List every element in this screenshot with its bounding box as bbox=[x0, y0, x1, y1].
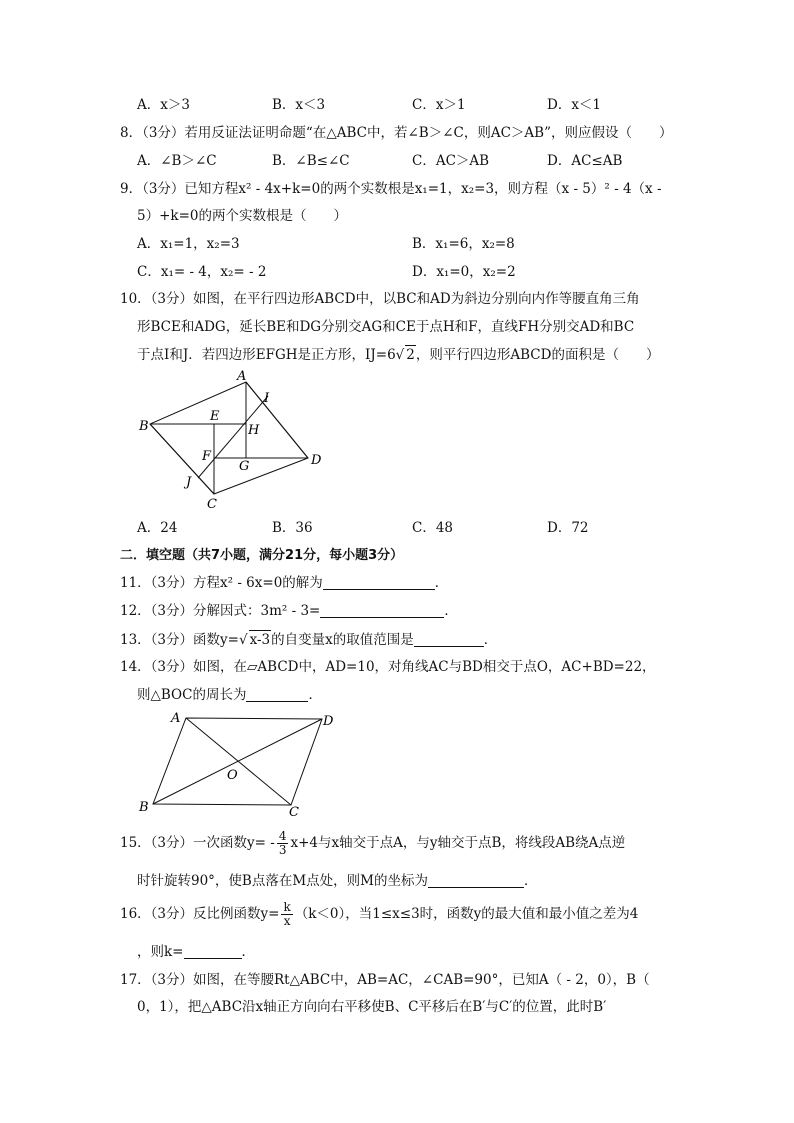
answer-blank bbox=[323, 575, 435, 590]
label-i: I bbox=[264, 391, 270, 406]
q17-stem-line2: 0，1），把△ABC沿x轴正方向向右平移使B、C平移后在B′与C′的位置，此时B′ bbox=[137, 999, 607, 1015]
q11-stem: 11．（3分）方程x² - 6x=0的解为 ． bbox=[120, 575, 449, 591]
q8-option-d: D．AC≤AB bbox=[547, 153, 623, 169]
q17-stem-line1: 17．（3分）如图，在等腰Rt△ABC中，AB=AC，∠CAB=90°，已知A（ - 2，0），B（ bbox=[120, 972, 650, 988]
q8-option-b: B．∠B≤∠C bbox=[272, 153, 350, 169]
q13-stem: 13．（3分）函数y=√ x-3的自变量x的取值范围是 ． bbox=[120, 632, 498, 648]
answer-blank bbox=[428, 873, 524, 888]
q12-stem: 12．（3分）分解因式：3m² - 3= ． bbox=[120, 603, 458, 619]
q8-option-a: A．∠B＞∠C bbox=[137, 153, 217, 169]
q10-option-b: B．36 bbox=[272, 520, 313, 536]
label-a: A bbox=[237, 369, 247, 384]
q10-option-a: A．24 bbox=[137, 520, 178, 536]
q14-stem-line2: 则△BOC的周长为 ． bbox=[137, 687, 322, 703]
answer-blank bbox=[246, 687, 308, 702]
label-d: D bbox=[311, 453, 322, 468]
q16-stem-line2: ，则k= ． bbox=[137, 944, 255, 960]
q15-stem-line2: 时针旋转90°，使B点落在M点处，则M的坐标为 ． bbox=[137, 873, 538, 889]
section-fill-in-blank-title: 二．填空题（共7小题，满分21分，每小题3分） bbox=[120, 548, 404, 563]
q9-stem-line2: 5）+k=0的两个实数根是（ ） bbox=[137, 208, 347, 224]
sqrt-sign: √ bbox=[395, 347, 405, 363]
q14-stem-line1: 14．（3分）如图，在▱ABCD中，AD=10，对角线AC与BD相交于点O，AC+BD=22， bbox=[120, 659, 656, 675]
label-c: C bbox=[289, 805, 299, 819]
q10-option-d: D．72 bbox=[547, 520, 589, 536]
q7-option-a: A．x＞3 bbox=[137, 97, 190, 113]
label-f: F bbox=[202, 449, 212, 464]
label-g: G bbox=[239, 459, 250, 474]
fraction: $\frac{4}{3}$ bbox=[278, 829, 287, 857]
q9-option-d: D．x₁=0，x₂=2 bbox=[412, 264, 516, 280]
q10-stem-line1: 10．（3分）如图，在平行四边形ABCD中，以BC和AD为斜边分别向内作等腰直角三角 bbox=[120, 291, 640, 307]
fraction: $\frac{k}{x}$ bbox=[283, 900, 291, 928]
answer-blank bbox=[184, 944, 242, 959]
q9-stem-line1: 9．（3分）已知方程x² - 4x+k=0的两个实数根是x₁=1，x₂=3，则方程（x - 5）² - 4（x - bbox=[120, 181, 662, 197]
label-j: J bbox=[186, 475, 192, 490]
q10-figure bbox=[130, 368, 330, 513]
answer-blank bbox=[320, 603, 444, 618]
q7-option-c: C．x＞1 bbox=[412, 97, 466, 113]
label-d: D bbox=[323, 714, 334, 729]
label-e: E bbox=[210, 409, 220, 424]
q10-stem-line2: 形BCE和ADG，延长BE和DG分别交AG和CE于点H和F，直线FH分别交AD和BC bbox=[137, 319, 635, 335]
label-a: A bbox=[171, 711, 181, 726]
label-b: B bbox=[139, 419, 149, 434]
label-b: B bbox=[139, 800, 149, 815]
sqrt-sign: √ bbox=[238, 632, 248, 648]
q7-option-d: D．x＜1 bbox=[547, 97, 602, 113]
q10-option-c: C．48 bbox=[412, 520, 454, 536]
q10-stem-line3: 于点I和J．若四边形EFGH是正方形，IJ=6√ 2，则平行四边形ABCD的面积是（ ） bbox=[137, 347, 660, 363]
label-o: O bbox=[227, 768, 238, 783]
q9-option-a: A．x₁=1，x₂=3 bbox=[137, 236, 240, 252]
parallelogram-abcd bbox=[150, 382, 308, 494]
q7-option-b: B．x＜3 bbox=[272, 97, 326, 113]
answer-blank bbox=[414, 632, 484, 647]
q8-stem: 8．（3分）若用反证法证明命题“在△ABC中，若∠B＞∠C，则AC＞AB”，则应假设（ ） bbox=[120, 125, 673, 141]
q15-stem-line1: 15．（3分）一次函数y= - $\frac{4}{3}$ x+4与x轴交于点A，与y轴交于点B，将线段AB绕A点逆 bbox=[120, 829, 626, 857]
q9-option-b: B．x₁=6，x₂=8 bbox=[412, 236, 515, 252]
q14-figure bbox=[135, 707, 335, 819]
q16-stem-line1: 16．（3分）反比例函数y= $\frac{k}{x}$ （k＜0），当1≤x≤3时，函数y的最大值和最小值之差为4 bbox=[120, 900, 639, 928]
q9-option-c: C．x₁= - 4，x₂= - 2 bbox=[137, 264, 267, 280]
label-c: C bbox=[207, 497, 217, 512]
label-h: H bbox=[248, 423, 260, 438]
q8-option-c: C．AC＞AB bbox=[412, 153, 490, 169]
